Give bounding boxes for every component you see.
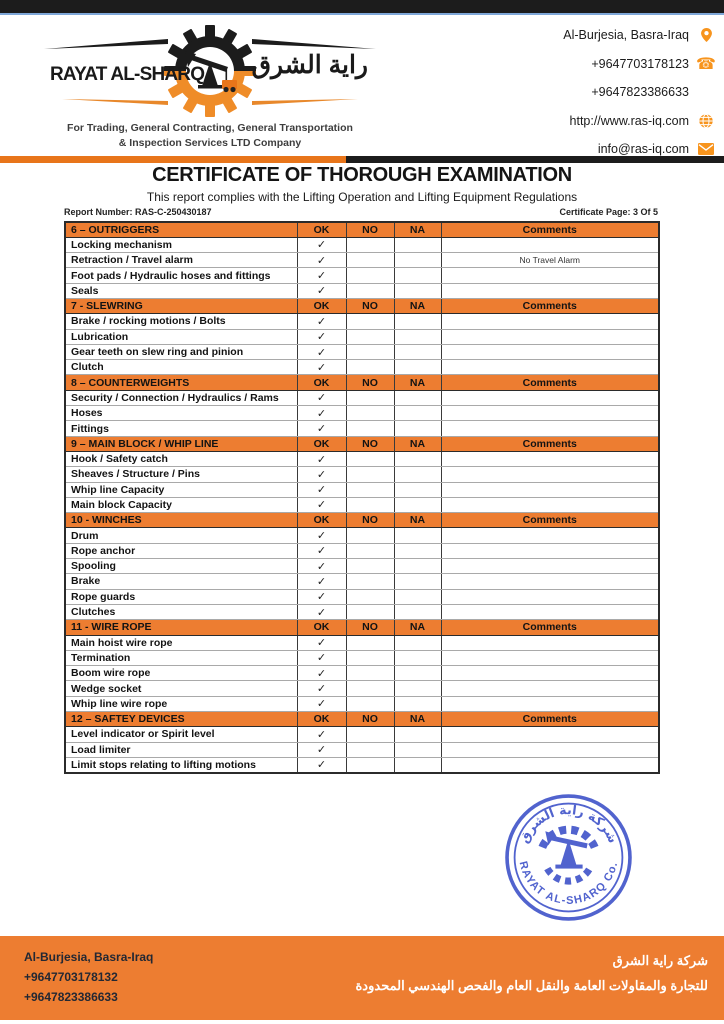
comment-cell: [441, 559, 659, 574]
no-cell: [346, 253, 394, 268]
footer-address: Al-Burjesia, Basra-Iraq: [24, 950, 154, 964]
section-title-cell: 10 - WINCHES: [65, 513, 297, 528]
column-header-cell: NA: [394, 513, 441, 528]
item-label-cell: Foot pads / Hydraulic hoses and fittings: [65, 268, 297, 283]
section-header-row: [65, 436, 659, 451]
section-title-cell: 8 – COUNTERWEIGHTS: [65, 375, 297, 390]
checklist-row: [65, 451, 659, 466]
ok-cell: ✓: [297, 329, 346, 344]
section-title-cell: 9 – MAIN BLOCK / WHIP LINE: [65, 436, 297, 451]
no-cell: [346, 237, 394, 252]
item-label-cell: Whip line wire rope: [65, 696, 297, 711]
no-cell: [346, 283, 394, 298]
column-header-cell: OK: [297, 436, 346, 451]
no-cell: [346, 681, 394, 696]
column-header-cell: NO: [346, 620, 394, 635]
na-cell: [394, 604, 441, 619]
column-header-cell: Comments: [441, 222, 659, 237]
section-title-cell: 12 – SAFTEY DEVICES: [65, 712, 297, 727]
ok-cell: ✓: [297, 268, 346, 283]
item-label-cell: Brake: [65, 574, 297, 589]
column-header-cell: NO: [346, 436, 394, 451]
na-cell: [394, 497, 441, 512]
item-label-cell: Clutches: [65, 604, 297, 619]
footer-company-desc-ar: للتجارة والمقاولات العامة والنقل العام والفحص الهندسي المحدودة: [355, 978, 708, 993]
column-header-cell: NA: [394, 436, 441, 451]
location-pin-icon: [696, 25, 716, 45]
comment-cell: [441, 742, 659, 757]
no-cell: [346, 727, 394, 742]
item-label-cell: Boom wire rope: [65, 666, 297, 681]
na-cell: [394, 574, 441, 589]
column-header-cell: OK: [297, 298, 346, 313]
na-cell: [394, 650, 441, 665]
comment-cell: [441, 681, 659, 696]
checklist-row: [65, 635, 659, 650]
ok-cell: ✓: [297, 406, 346, 421]
comment-cell: [441, 666, 659, 681]
no-cell: [346, 559, 394, 574]
no-cell: [346, 406, 394, 421]
checklist-row: [65, 589, 659, 604]
no-cell: [346, 757, 394, 772]
item-label-cell: Termination: [65, 650, 297, 665]
no-cell: [346, 696, 394, 711]
comment-cell: [441, 757, 659, 772]
comment-cell: [441, 421, 659, 436]
contact-row: [563, 24, 716, 46]
no-cell: [346, 421, 394, 436]
checklist-row: [65, 696, 659, 711]
section-header-row: [65, 375, 659, 390]
footer-contact-block: [24, 947, 153, 1007]
no-cell: [346, 666, 394, 681]
comment-cell: [441, 314, 659, 329]
ok-cell: ✓: [297, 344, 346, 359]
svg-text:RAYAT AL-SHARQ Co.: RAYAT AL-SHARQ Co.: [516, 860, 621, 907]
section-title-cell: 11 - WIRE ROPE: [65, 620, 297, 635]
company-logo: [34, 22, 386, 156]
comment-cell: [441, 497, 659, 512]
comment-cell: [441, 696, 659, 711]
column-header-cell: OK: [297, 513, 346, 528]
column-header-cell: NO: [346, 222, 394, 237]
ok-cell: ✓: [297, 650, 346, 665]
no-cell: [346, 451, 394, 466]
na-cell: [394, 237, 441, 252]
column-header-cell: NA: [394, 222, 441, 237]
item-label-cell: Gear teeth on slew ring and pinion: [65, 344, 297, 359]
na-cell: [394, 360, 441, 375]
na-cell: [394, 543, 441, 558]
contact-row: [563, 53, 716, 75]
top-black-bar: [0, 0, 724, 15]
checklist-row: [65, 482, 659, 497]
no-cell: [346, 635, 394, 650]
column-header-cell: NA: [394, 298, 441, 313]
column-header-cell: NA: [394, 712, 441, 727]
item-label-cell: Main block Capacity: [65, 497, 297, 512]
ok-cell: ✓: [297, 559, 346, 574]
ok-cell: ✓: [297, 727, 346, 742]
comment-cell: [441, 467, 659, 482]
na-cell: [394, 681, 441, 696]
item-label-cell: Limit stops relating to lifting motions: [65, 757, 297, 772]
comment-cell: No Travel Alarm: [441, 253, 659, 268]
comment-cell: [441, 543, 659, 558]
column-header-cell: NO: [346, 513, 394, 528]
company-name-ar: راية الشرق: [251, 51, 368, 79]
inspection-checklist-table: [64, 221, 660, 774]
checklist-row: [65, 742, 659, 757]
report-meta-row: [64, 207, 658, 217]
footer-company-arabic: [356, 948, 709, 998]
item-label-cell: Hoses: [65, 406, 297, 421]
header-contact-block: [563, 24, 716, 167]
contact-text: Al-Burjesia, Basra-Iraq: [563, 28, 689, 42]
item-label-cell: Security / Connection / Hydraulics / Rams: [65, 390, 297, 405]
no-cell: [346, 467, 394, 482]
comment-cell: [441, 268, 659, 283]
ok-cell: ✓: [297, 237, 346, 252]
checklist-row: [65, 574, 659, 589]
ok-cell: ✓: [297, 390, 346, 405]
ok-cell: ✓: [297, 283, 346, 298]
checklist-row: [65, 666, 659, 681]
na-cell: [394, 283, 441, 298]
checklist-row: [65, 604, 659, 619]
na-cell: [394, 329, 441, 344]
no-cell: [346, 543, 394, 558]
globe-icon: [696, 111, 716, 131]
company-name-en: RAYAT AL-SHARQ: [50, 64, 205, 85]
comment-cell: [441, 574, 659, 589]
item-label-cell: Locking mechanism: [65, 237, 297, 252]
item-label-cell: Spooling: [65, 559, 297, 574]
report-number: Report Number: RAS-C-250430187: [64, 207, 212, 217]
section-header-row: [65, 513, 659, 528]
na-cell: [394, 253, 441, 268]
item-label-cell: Rope anchor: [65, 543, 297, 558]
checklist-row: [65, 253, 659, 268]
company-tagline: For Trading, General Contracting, General Transportation & Inspection Services LTD Company: [67, 122, 353, 149]
checklist-row: [65, 329, 659, 344]
ok-cell: ✓: [297, 528, 346, 543]
section-header-row: [65, 620, 659, 635]
checklist-row: [65, 237, 659, 252]
comment-cell: [441, 406, 659, 421]
ok-cell: ✓: [297, 666, 346, 681]
ok-cell: ✓: [297, 467, 346, 482]
checklist-row: [65, 543, 659, 558]
item-label-cell: Fittings: [65, 421, 297, 436]
column-header-cell: NA: [394, 620, 441, 635]
ok-cell: ✓: [297, 574, 346, 589]
blank-icon: [696, 82, 716, 102]
na-cell: [394, 635, 441, 650]
section-title-cell: 6 – OUTRIGGERS: [65, 222, 297, 237]
header-divider: [0, 156, 724, 163]
footer-phone-1: +9647703178132: [24, 970, 118, 984]
comment-cell: [441, 604, 659, 619]
na-cell: [394, 467, 441, 482]
na-cell: [394, 451, 441, 466]
company-stamp: [503, 792, 634, 923]
no-cell: [346, 650, 394, 665]
checklist-row: [65, 497, 659, 512]
checklist-row: [65, 650, 659, 665]
section-title-cell: 7 - SLEWRING: [65, 298, 297, 313]
contact-text: +9647823386633: [591, 85, 689, 99]
column-header-cell: NO: [346, 375, 394, 390]
no-cell: [346, 574, 394, 589]
item-label-cell: Rope guards: [65, 589, 297, 604]
ok-cell: ✓: [297, 497, 346, 512]
column-header-cell: Comments: [441, 712, 659, 727]
na-cell: [394, 268, 441, 283]
no-cell: [346, 344, 394, 359]
column-header-cell: Comments: [441, 436, 659, 451]
section-header-row: [65, 222, 659, 237]
checklist-row: [65, 360, 659, 375]
contact-row: [563, 110, 716, 132]
comment-cell: [441, 635, 659, 650]
column-header-cell: OK: [297, 222, 346, 237]
ok-cell: ✓: [297, 742, 346, 757]
item-label-cell: Level indicator or Spirit level: [65, 727, 297, 742]
comment-cell: [441, 650, 659, 665]
comment-cell: [441, 482, 659, 497]
comment-cell: [441, 237, 659, 252]
no-cell: [346, 390, 394, 405]
item-label-cell: Lubrication: [65, 329, 297, 344]
na-cell: [394, 344, 441, 359]
checklist-row: [65, 559, 659, 574]
na-cell: [394, 589, 441, 604]
no-cell: [346, 482, 394, 497]
na-cell: [394, 528, 441, 543]
no-cell: [346, 268, 394, 283]
checklist-row: [65, 268, 659, 283]
comment-cell: [441, 727, 659, 742]
na-cell: [394, 314, 441, 329]
item-label-cell: Retraction / Travel alarm: [65, 253, 297, 268]
ok-cell: ✓: [297, 482, 346, 497]
certificate-subtitle: This report complies with the Lifting Operation and Lifting Equipment Regulations: [146, 190, 578, 204]
ok-cell: ✓: [297, 635, 346, 650]
ok-cell: ✓: [297, 543, 346, 558]
checklist-row: [65, 757, 659, 772]
no-cell: [346, 329, 394, 344]
checklist-row: [65, 406, 659, 421]
comment-cell: [441, 329, 659, 344]
comment-cell: [441, 528, 659, 543]
item-label-cell: Drum: [65, 528, 297, 543]
comment-cell: [441, 589, 659, 604]
checklist-row: [65, 344, 659, 359]
comment-cell: [441, 390, 659, 405]
ok-cell: ✓: [297, 253, 346, 268]
item-label-cell: Seals: [65, 283, 297, 298]
na-cell: [394, 696, 441, 711]
section-header-row: [65, 298, 659, 313]
ok-cell: ✓: [297, 451, 346, 466]
footer-bar: [0, 936, 724, 1020]
svg-text:شركة راية الشرق: شركة راية الشرق: [516, 802, 621, 846]
column-header-cell: OK: [297, 712, 346, 727]
checklist-row: [65, 681, 659, 696]
item-label-cell: Wedge socket: [65, 681, 297, 696]
item-label-cell: Brake / rocking motions / Bolts: [65, 314, 297, 329]
item-label-cell: Hook / Safety catch: [65, 451, 297, 466]
no-cell: [346, 497, 394, 512]
no-cell: [346, 360, 394, 375]
footer-company-name-ar: شركة راية الشرق: [612, 953, 708, 968]
stamp-seal-icon: [503, 792, 634, 923]
comment-cell: [441, 344, 659, 359]
na-cell: [394, 390, 441, 405]
contact-row: [563, 81, 716, 103]
column-header-cell: NA: [394, 375, 441, 390]
comment-cell: [441, 451, 659, 466]
na-cell: [394, 421, 441, 436]
ok-cell: ✓: [297, 314, 346, 329]
item-label-cell: Load limiter: [65, 742, 297, 757]
na-cell: [394, 727, 441, 742]
column-header-cell: OK: [297, 375, 346, 390]
na-cell: [394, 742, 441, 757]
phone-icon: ☎: [696, 53, 716, 73]
column-header-cell: Comments: [441, 513, 659, 528]
section-header-row: [65, 712, 659, 727]
item-label-cell: Sheaves / Structure / Pins: [65, 467, 297, 482]
column-header-cell: Comments: [441, 620, 659, 635]
ok-cell: ✓: [297, 589, 346, 604]
column-header-cell: NO: [346, 298, 394, 313]
comment-cell: [441, 283, 659, 298]
item-label-cell: Main hoist wire rope: [65, 635, 297, 650]
ok-cell: ✓: [297, 681, 346, 696]
no-cell: [346, 604, 394, 619]
certificate-title: CERTIFICATE OF THOROUGH EXAMINATION: [152, 164, 572, 186]
checklist-row: [65, 727, 659, 742]
no-cell: [346, 314, 394, 329]
checklist-row: [65, 421, 659, 436]
no-cell: [346, 742, 394, 757]
na-cell: [394, 482, 441, 497]
contact-text: info@ras-iq.com: [597, 142, 689, 156]
ok-cell: ✓: [297, 696, 346, 711]
footer-phone-2: +9647823386633: [24, 990, 118, 1004]
na-cell: [394, 406, 441, 421]
header-divider-orange: [0, 156, 346, 163]
column-header-cell: Comments: [441, 298, 659, 313]
checklist-row: [65, 283, 659, 298]
certificate-page: Certificate Page: 3 Of 5: [559, 207, 658, 217]
checklist-row: [65, 314, 659, 329]
column-header-cell: Comments: [441, 375, 659, 390]
column-header-cell: OK: [297, 620, 346, 635]
ok-cell: ✓: [297, 604, 346, 619]
ok-cell: ✓: [297, 757, 346, 772]
ok-cell: ✓: [297, 421, 346, 436]
checklist-row: [65, 390, 659, 405]
no-cell: [346, 528, 394, 543]
no-cell: [346, 589, 394, 604]
item-label-cell: Whip line Capacity: [65, 482, 297, 497]
item-label-cell: Clutch: [65, 360, 297, 375]
checklist-row: [65, 467, 659, 482]
na-cell: [394, 666, 441, 681]
na-cell: [394, 559, 441, 574]
contact-text: http://www.ras-iq.com: [569, 113, 689, 128]
comment-cell: [441, 360, 659, 375]
column-header-cell: NO: [346, 712, 394, 727]
contact-text: +9647703178123: [591, 56, 689, 71]
checklist-row: [65, 528, 659, 543]
ok-cell: ✓: [297, 360, 346, 375]
na-cell: [394, 757, 441, 772]
